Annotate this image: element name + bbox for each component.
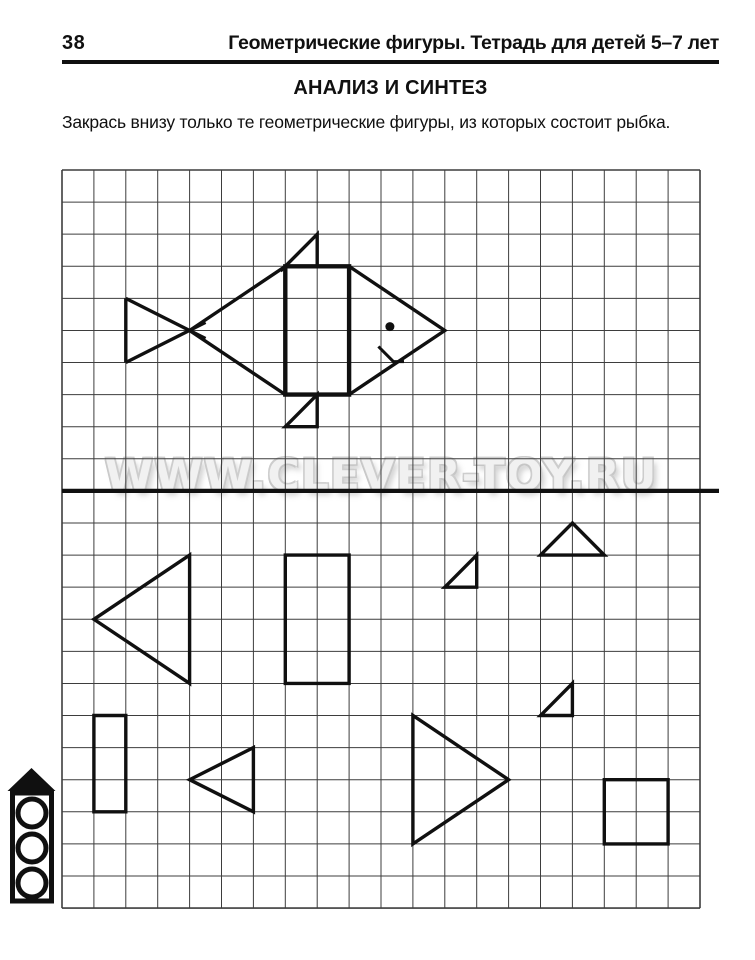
section-title: АНАЛИЗ И СИНТЕЗ bbox=[293, 77, 488, 99]
logo-circle-top bbox=[18, 799, 46, 827]
instruction-text: Закрась внизу только те геометрические фигуры, из которых состоит рыбка. bbox=[62, 112, 671, 132]
page-header bbox=[62, 32, 719, 55]
logo-roof bbox=[8, 768, 56, 791]
book-title: Геометрические фигуры. Тетрадь для детей 5–7 лет bbox=[228, 32, 719, 54]
clever-toy-logo-icon bbox=[7, 765, 57, 908]
worksheet-grid bbox=[62, 170, 721, 910]
header-rule bbox=[62, 60, 719, 64]
watermark-text: WWW.CLEVER-TOY.RU bbox=[104, 450, 658, 501]
logo-circle-bottom bbox=[18, 869, 46, 897]
shape-small-right-triangle-lower bbox=[541, 683, 573, 715]
fish-ventral-fin bbox=[285, 395, 317, 427]
fish-eye bbox=[385, 322, 394, 331]
shape-narrow-rectangle bbox=[94, 716, 126, 812]
logo-circle-middle bbox=[18, 834, 46, 862]
page-number: 38 bbox=[62, 32, 86, 54]
shape-small-right-triangle-upper bbox=[445, 555, 477, 587]
